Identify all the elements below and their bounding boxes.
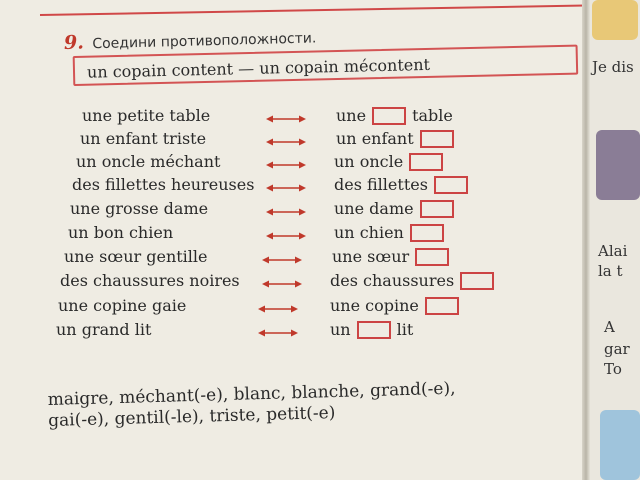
answer-blank-box[interactable]	[372, 107, 406, 125]
right-phrase-start: un enfant	[336, 129, 414, 148]
right-page-text-5: gar	[604, 340, 630, 358]
right-phrase-start: un	[330, 320, 351, 339]
answer-blank-box[interactable]	[460, 272, 494, 290]
double-arrow-icon	[266, 160, 306, 170]
word-bank	[47, 377, 528, 432]
right-page-text-6: To	[604, 360, 622, 378]
double-arrow-icon	[266, 231, 306, 241]
answer-blank-box[interactable]	[409, 153, 443, 171]
right-phrase-start: une	[336, 106, 367, 125]
exercise-row	[0, 247, 582, 271]
exercise-row	[0, 175, 582, 199]
answer-blank-box[interactable]	[425, 297, 459, 315]
double-arrow-icon	[266, 207, 306, 217]
double-arrow-icon	[266, 114, 306, 124]
exercise-heading	[64, 25, 317, 54]
exercise-row	[0, 271, 582, 295]
right-phrase	[336, 106, 453, 125]
left-phrase: des fillettes heureuses	[72, 175, 255, 194]
answer-blank-box[interactable]	[420, 200, 454, 218]
right-phrase-start: une copine	[330, 296, 419, 315]
double-arrow-icon	[262, 255, 302, 265]
right-phrase-start: une dame	[334, 199, 414, 218]
right-phrase	[334, 199, 460, 218]
left-phrase: une petite table	[82, 106, 211, 125]
left-phrase: des chaussures noires	[60, 271, 240, 290]
right-phrase	[334, 223, 450, 242]
right-phrase-start: une sœur	[332, 247, 410, 266]
right-phrase-end: table	[412, 106, 453, 125]
illustration-top	[592, 0, 638, 40]
exercise-row	[0, 129, 582, 153]
book-spine	[582, 0, 590, 480]
double-arrow-icon	[262, 279, 302, 289]
right-phrase-start: un chien	[334, 223, 404, 242]
illustration-middle	[596, 130, 640, 200]
word-bank-line-2: gai(-e), gentil(-le), triste, petit(-e)	[48, 402, 336, 431]
answer-blank-box[interactable]	[415, 248, 449, 266]
exercise-row	[0, 223, 582, 247]
exercise-number: 9.	[63, 31, 85, 54]
right-phrase-start: des fillettes	[334, 175, 428, 194]
right-phrase-start: un oncle	[334, 152, 404, 171]
double-arrow-icon	[258, 328, 298, 338]
exercise-row	[0, 106, 582, 130]
answer-blank-box[interactable]	[420, 130, 454, 148]
right-page	[590, 0, 640, 480]
left-phrase: une grosse dame	[70, 199, 209, 218]
right-phrase	[330, 320, 413, 339]
double-arrow-icon	[266, 183, 306, 193]
left-phrase: une sœur gentille	[64, 247, 208, 266]
answer-blank-box[interactable]	[434, 176, 468, 194]
right-phrase	[330, 271, 500, 290]
word-bank-line-1: maigre, méchant(-e), blanc, blanche, grand(-e),	[47, 378, 456, 411]
answer-blank-box[interactable]	[410, 224, 444, 242]
exercise-row	[0, 296, 582, 320]
right-page-text-2: Alai	[598, 242, 628, 260]
right-phrase	[330, 296, 465, 315]
exercise-instruction: Соедини противоположности.	[92, 30, 317, 53]
exercise-row	[0, 152, 582, 176]
right-page-text-3: la t	[598, 262, 623, 280]
exercise-row	[0, 320, 582, 344]
left-phrase: un bon chien	[68, 223, 174, 242]
left-phrase: un oncle méchant	[76, 152, 221, 171]
right-phrase	[332, 247, 455, 266]
double-arrow-icon	[258, 304, 298, 314]
exercise-row	[0, 199, 582, 223]
right-phrase	[334, 152, 449, 171]
right-page-text-4: A	[604, 318, 615, 336]
left-phrase: un grand lit	[56, 320, 152, 339]
right-phrase	[334, 175, 474, 194]
top-rule	[40, 4, 585, 16]
right-page-text-1: Je dis	[592, 58, 634, 76]
left-phrase: un enfant triste	[80, 129, 207, 148]
left-phrase: une copine gaie	[58, 296, 187, 315]
answer-blank-box[interactable]	[357, 321, 391, 339]
right-phrase	[336, 129, 460, 148]
illustration-bottom	[600, 410, 640, 480]
double-arrow-icon	[266, 137, 306, 147]
right-phrase-end: lit	[396, 320, 414, 339]
right-phrase-start: des chaussures	[330, 271, 455, 290]
example-text: un copain content — un copain mécontent	[86, 54, 431, 82]
